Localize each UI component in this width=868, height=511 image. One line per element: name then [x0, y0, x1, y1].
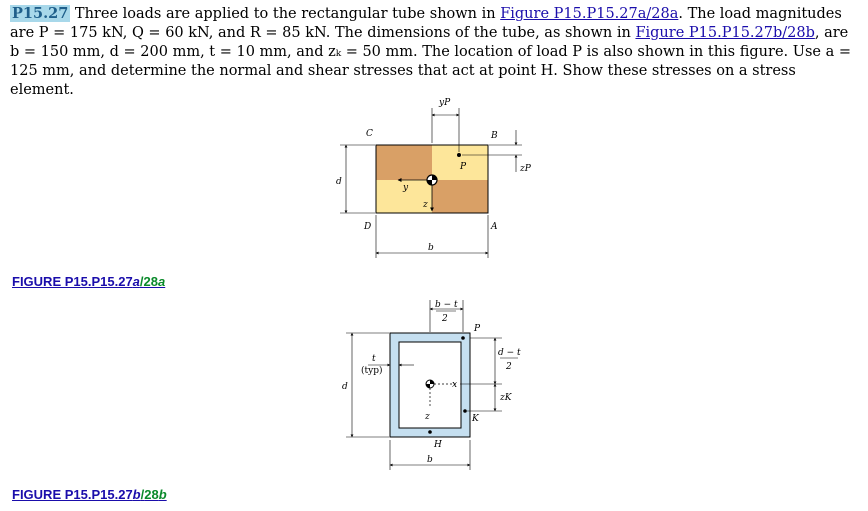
figure-a-link[interactable]: Figure P15.P15.27a/28a — [500, 6, 679, 22]
caption-b-letter: b — [132, 487, 141, 502]
quadrant-top-left — [376, 145, 432, 180]
label-d-corner: D — [364, 222, 372, 232]
label-z-b: z — [425, 412, 430, 422]
label-y: y — [403, 183, 409, 193]
load-p-point — [457, 153, 461, 157]
caption-a-letter: a — [132, 274, 140, 289]
caption-a-sep: / — [139, 274, 144, 289]
caption-a-prefix: FIGURE P15.P15.27 — [12, 274, 133, 289]
label-z: z — [423, 200, 428, 210]
label-d-minus-t: d − t — [498, 348, 521, 358]
point-p — [461, 336, 465, 340]
label-t: t — [372, 354, 376, 364]
label-h: H — [434, 440, 442, 450]
label-yp: yP — [439, 98, 451, 108]
label-d-b: d — [342, 382, 348, 392]
problem-intro: Three loads are applied to the rectangular tube shown in — [70, 6, 501, 22]
caption-a-28: 28 — [143, 274, 158, 289]
problem-number: P15.27 — [12, 5, 69, 22]
label-p-b: P — [474, 324, 481, 334]
label-two: 2 — [442, 314, 448, 324]
label-b-corner: B — [491, 131, 498, 141]
figure-b-link[interactable]: Figure P15.P15.27b/28b — [635, 25, 815, 41]
label-zp: zP — [520, 164, 531, 174]
caption-b-28: 28 — [144, 487, 159, 502]
figure-a-caption[interactable] — [12, 274, 165, 289]
label-p: P — [460, 162, 467, 172]
label-c: C — [366, 129, 373, 139]
label-k: K — [472, 414, 479, 424]
point-h — [428, 430, 432, 434]
label-b-b: b — [427, 455, 433, 465]
label-two-2: 2 — [506, 362, 512, 372]
caption-b-suffix: b — [158, 487, 167, 502]
problem-rest: , are b = 150 mm, d = 200 mm, t = 10 mm, and zₖ = 50 mm. The location of load P is also shown in this figure. Use a = 125 mm, and determine the normal and shear stresses that act at point H. Show these stresses on a stress element. — [10, 25, 852, 98]
figure-b-diagram — [342, 300, 521, 470]
figure-a-diagram — [336, 98, 532, 258]
label-b-width: b — [428, 243, 434, 253]
point-k — [463, 409, 467, 413]
label-typ: (typ) — [361, 366, 383, 376]
caption-a-suffix: a — [158, 274, 166, 289]
figure-b-caption[interactable] — [12, 487, 167, 502]
label-zk: zK — [500, 393, 512, 403]
label-x: x — [452, 380, 458, 390]
label-b-minus-t: b − t — [435, 300, 458, 310]
problem-mid: . The load magnitudes are P = 175 kN, Q = 60 kN, and R = 85 kN. The dimensions of the tube, as shown in — [10, 6, 842, 41]
caption-b-prefix: FIGURE P15.P15.27 — [12, 487, 133, 502]
label-d: d — [336, 177, 342, 187]
caption-b-sep: / — [140, 487, 145, 502]
label-a-corner: A — [491, 222, 498, 232]
quadrant-bottom-right — [432, 180, 488, 213]
